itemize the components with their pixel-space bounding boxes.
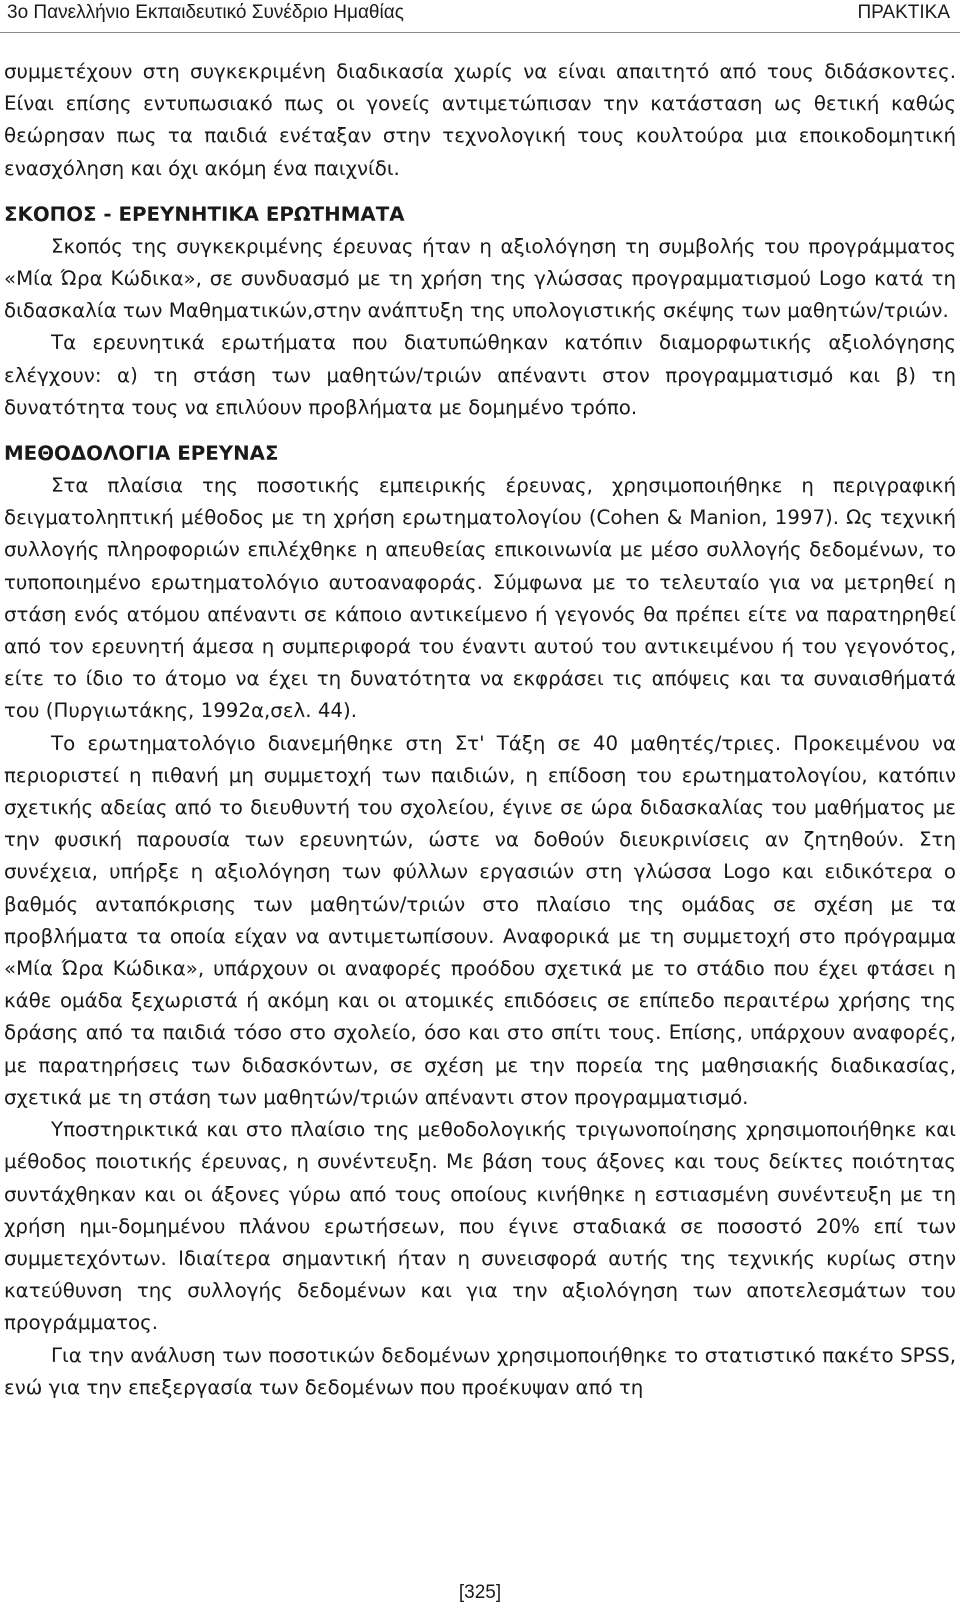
section-heading-method: ΜΕΘΟΔΟΛΟΓΙΑ ΕΡΕΥΝΑΣ — [4, 442, 279, 466]
method-paragraph: Το ερωτηματολόγιο διανεμήθηκε στη Στ' Τάξη σε 40 μαθητές/τριες. Προκειμένου να περιοριστεί η πιθανή μη συμμετοχή των παιδιών, η επίδοση του ερωτηματολογίου, κατόπιν σχετικής αδείας από το διευθυντή του σχολείου, έγινε σε ώρα διδασκαλίας του μαθήματος με την φυσική παρουσία των ερευνητών, ώστε να δοθούν διευκρινίσεις αν ζητηθούν. Στη συνέχεια, υπήρξε η αξιολόγηση των φύλλων εργασιών στη γλώσσα Logo και ειδικότερα ο βαθμός ανταπόκρισης των μαθητών/τριών στο πλαίσιο της ομάδας σε σχέση με τα προβλήματα τα οποία είχαν να αντιμετωπίσουν. Αναφορικά με τη συμμετοχή στο πρόγραμμα «Μία Ώρα Κώδικα», υπάρχουν οι αναφορές προόδου σχετικά με το στάδιο που έχει φτάσει η κάθε ομάδα ξεχωριστά ή ακόμη και οι ατομικές επιδόσεις σε επίπεδο περαιτέρω χρήσης της δράσης από τα παιδιά τόσο στο σχολείο, όσο και στο σπίτι τους. Επίσης, υπάρχουν αναφορές, με παρατηρήσεις των διδασκόντων, σε σχέση με την πορεία της μαθησιακής διαδικασίας, σχετικά με τη στάση των μαθητών/τριών απέναντι στον προγραμματισμό. — [4, 731, 956, 1109]
page-header — [0, 0, 960, 33]
method-paragraph: Υποστηρικτικά και στο πλαίσιο της μεθοδολογικής τριγωνοποίησης χρησιμοποιήθηκε και μέθοδος ποιοτικής έρευνας, η συνέντευξη. Με βάση τους άξονες και τους δείκτες ποιότητας συντάχθηκαν και οι άξονες γύρω από τους οποίους κινήθηκε η εστιασμένη συνέντευξη με τη χρήση ημι-δομημένου πλάνου ερωτήσεων, που έγινε σταδιακά σε ποσοστό 20% επί των συμμετεχόντων. Ιδιαίτερα σημαντική ήταν η συνεισφορά αυτής της τεχνικής κυρίως στην κατεύθυνση της συλλογής δεδομένων και για την αξιολόγηση των αποτελεσμάτων του προγράμματος. — [4, 1118, 956, 1335]
method-paragraph: Για την ανάλυση των ποσοτικών δεδομένων χρησιμοποιήθηκε το στατιστικό πακέτο SPSS, ενώ για την επεξεργασία των δεδομένων που προέκυψαν από τη — [4, 1343, 956, 1399]
intro-paragraph: συμμετέχουν στη συγκεκριμένη διαδικασία χωρίς να είναι απαιτητό από τους διδάσκοντες. Είναι επίσης εντυπωσιακό πως οι γονείς αντιμετώπισαν την κατάσταση ως θετική καθώς θεώρησαν πως τα παιδιά ενέταξαν στην τεχνολογική τους κουλτούρα μια εποικοδομητική ενασχόληση και όχι ακόμη ένα παιχνίδι. — [4, 60, 956, 180]
aim-paragraph: Τα ερευνητικά ερωτήματα που διατυπώθηκαν κατόπιν διαμορφωτικής αξιολόγησης ελέγχουν: α) τη στάση των μαθητών/τριών απέναντι στον προγραμματισμό και β) τη δυνατότητα τους να επιλύουν προβλήματα με δομημένο τρόπο. — [4, 331, 956, 419]
page-number: [325] — [458, 1582, 502, 1603]
conference-title: 3ο Πανελλήνιο Εκπαιδευτικό Συνέδριο Ημαθίας — [7, 2, 404, 23]
page-body — [4, 56, 956, 1404]
section-label: ΠΡΑΚΤΙΚΑ — [857, 2, 950, 23]
aim-paragraph: Σκοπός της συγκεκριμένης έρευνας ήταν η αξιολόγηση τη συμβολής του προγράμματος «Μία Ώρα Κώδικα», σε συνδυασμό με τη χρήση της γλώσσας προγραμματισμού Logo κατά τη διδασκαλία των Μαθηματικών,στην ανάπτυξη της υπολογιστικής σκέψης των μαθητών/τριών. — [4, 234, 956, 323]
section-heading-aim: ΣΚΟΠΟΣ - ΕΡΕΥΝΗΤΙΚΑ ΕΡΩΤΗΜΑΤΑ — [4, 202, 405, 226]
method-paragraph: Στα πλαίσια της ποσοτικής εμπειρικής έρευνας, χρησιμοποιήθηκε η περιγραφική δειγματοληπτική μέθοδος με τη χρήση ερωτηματολογίου (Cohen & Manion, 1997). Ως τεχνική συλλογής πληροφοριών επιλέχθηκε η απευθείας επικοινωνία με μέσο συλλογής δεδομένων, το τυποποιημένο ερωτηματολόγιο αυτοαναφοράς. Σύμφωνα με το τελευταίο για να μετρηθεί η στάση ενός ατόμου απέναντι σε κάποιο αντικείμενο ή γεγονός θα πρέπει είτε να παρατηρηθεί από τον ερευνητή άμεσα η συμπεριφορά του έναντι αυτού του αντικειμένου ή του γεγονότος, είτε το ίδιο το άτομο να έχει τη δυνατότητα να εκφράσει τις απόψεις και τα συναισθήματά του (Πυργιωτάκης, 1992α,σελ. 44). — [4, 474, 956, 723]
